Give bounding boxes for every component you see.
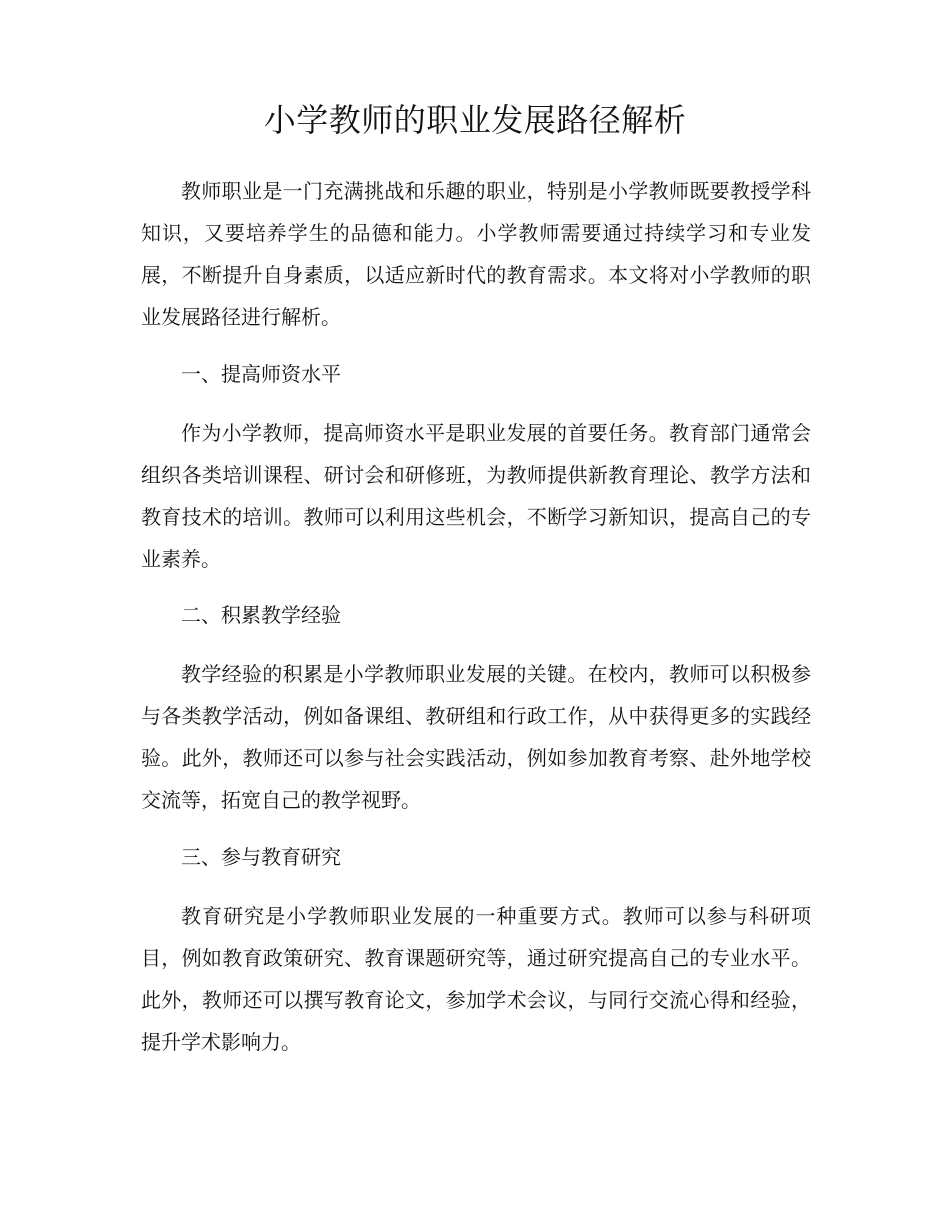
section-heading-1: 一、提高师资水平 [181,362,341,386]
section-paragraph-2: 教学经验的积累是小学教师职业发展的关键。在校内，教师可以积极参与各类教学活动，例如备课组、教研组和行政工作，从中获得更多的实践经验。此外，教师还可以参与社会实践活动，例如参加教育考察、赴外地学校交流等，拓宽自己的教学视野。 [141,662,811,812]
intro-paragraph: 教师职业是一门充满挑战和乐趣的职业，特别是小学教师既要教授学科知识，又要培养学生的品德和能力。小学教师需要通过持续学习和专业发展，不断提升自身素质，以适应新时代的教育需求。本文将对小学教师的职业发展路径进行解析。 [141,179,811,329]
section-heading-3: 三、参与教育研究 [181,845,341,869]
section-paragraph-1: 作为小学教师，提高师资水平是职业发展的首要任务。教育部门通常会组织各类培训课程、研讨会和研修班，为教师提供新教育理论、教学方法和教育技术的培训。教师可以利用这些机会，不断学习新知识，提高自己的专业素养。 [141,421,811,571]
section-paragraph-3: 教育研究是小学教师职业发展的一种重要方式。教师可以参与科研项目，例如教育政策研究、教育课题研究等，通过研究提高自己的专业水平。此外，教师还可以撰写教育论文，参加学术会议，与同行交流心得和经验，提升学术影响力。 [141,904,811,1054]
document-title: 小学教师的职业发展路径解析 [263,101,687,139]
section-heading-2: 二、积累教学经验 [181,603,341,627]
